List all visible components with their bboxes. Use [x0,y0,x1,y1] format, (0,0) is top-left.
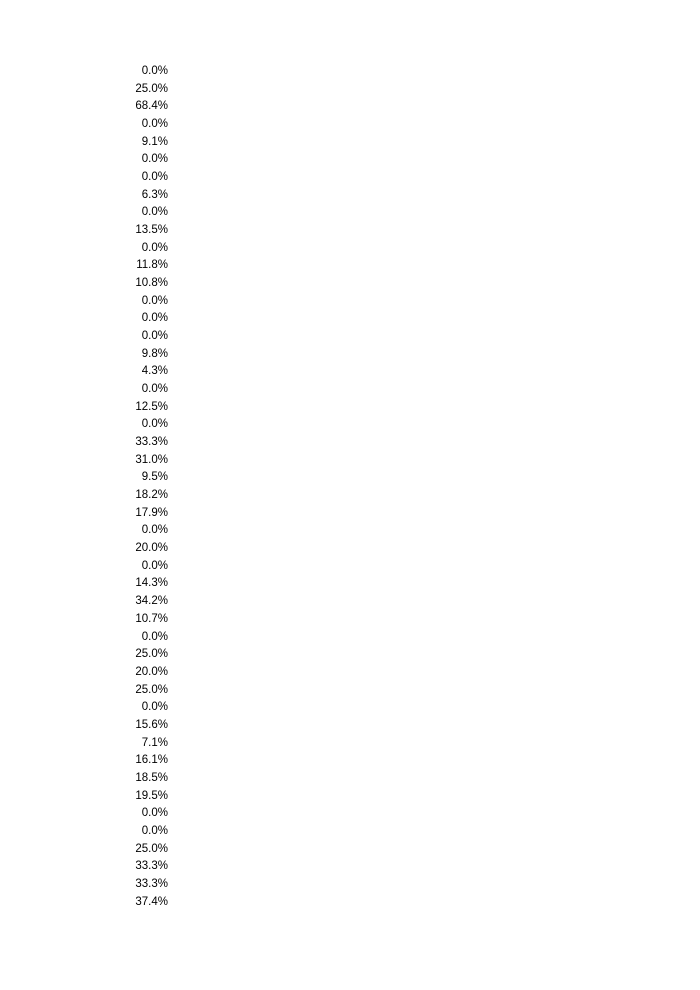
percent-cell: 10.7% [135,612,168,625]
percent-cell: 0.0% [141,383,168,396]
percent-cell: 25.0% [135,842,168,855]
percent-cell: 0.0% [141,701,168,714]
percent-cell: 0.0% [141,65,168,77]
percent-cell: 0.0% [141,153,168,166]
percent-cell: 9.1% [141,135,168,148]
percent-cell: 68.4% [135,100,168,113]
percent-cell: 0.0% [141,418,168,431]
percent-cell: 0.0% [141,824,168,837]
percent-cell: 6.3% [141,188,168,201]
percent-cell: 0.0% [141,241,168,254]
percent-cell: 20.0% [135,665,168,678]
percent-cell: 7.1% [141,736,168,749]
percent-cell: 0.0% [141,559,168,572]
percent-cell: 12.5% [135,400,168,413]
percent-cell: 25.0% [135,82,168,95]
percent-cell: 19.5% [135,789,168,802]
percent-cell: 15.6% [135,718,168,731]
percent-cell: 37.4% [135,895,168,908]
percent-cell: 0.0% [141,330,168,343]
percent-cell: 20.0% [135,542,168,555]
percent-cell: 16.1% [135,754,168,767]
percent-cell: 33.3% [135,877,168,890]
percent-cell: 0.0% [141,171,168,184]
percent-cell: 17.9% [135,506,168,519]
percent-cell: 0.0% [141,118,168,131]
percent-cell: 4.3% [141,365,168,378]
percent-cell: 0.0% [141,312,168,325]
percent-cell: 25.0% [135,648,168,661]
percent-cell: 0.0% [141,206,168,219]
percent-cell: 13.5% [135,224,168,237]
percent-cell: 9.8% [141,347,168,360]
percent-cell: 25.0% [135,683,168,696]
percent-cell: 18.5% [135,771,168,784]
percent-cell: 33.3% [135,436,168,449]
percent-cell: 34.2% [135,595,168,608]
percent-cell: 0.0% [141,630,168,643]
percent-cell: 31.0% [135,453,168,466]
percent-cell: 18.2% [135,489,168,502]
percent-cell: 33.3% [135,860,168,873]
percent-cell: 0.0% [141,524,168,537]
percent-cell: 14.3% [135,577,168,590]
percent-cell: 11.8% [136,259,168,272]
percent-cell: 10.8% [135,277,168,290]
percent-cell: 0.0% [141,294,168,307]
percent-cell: 0.0% [141,807,168,820]
percent-cell: 9.5% [141,471,168,484]
percent-column [110,63,168,911]
